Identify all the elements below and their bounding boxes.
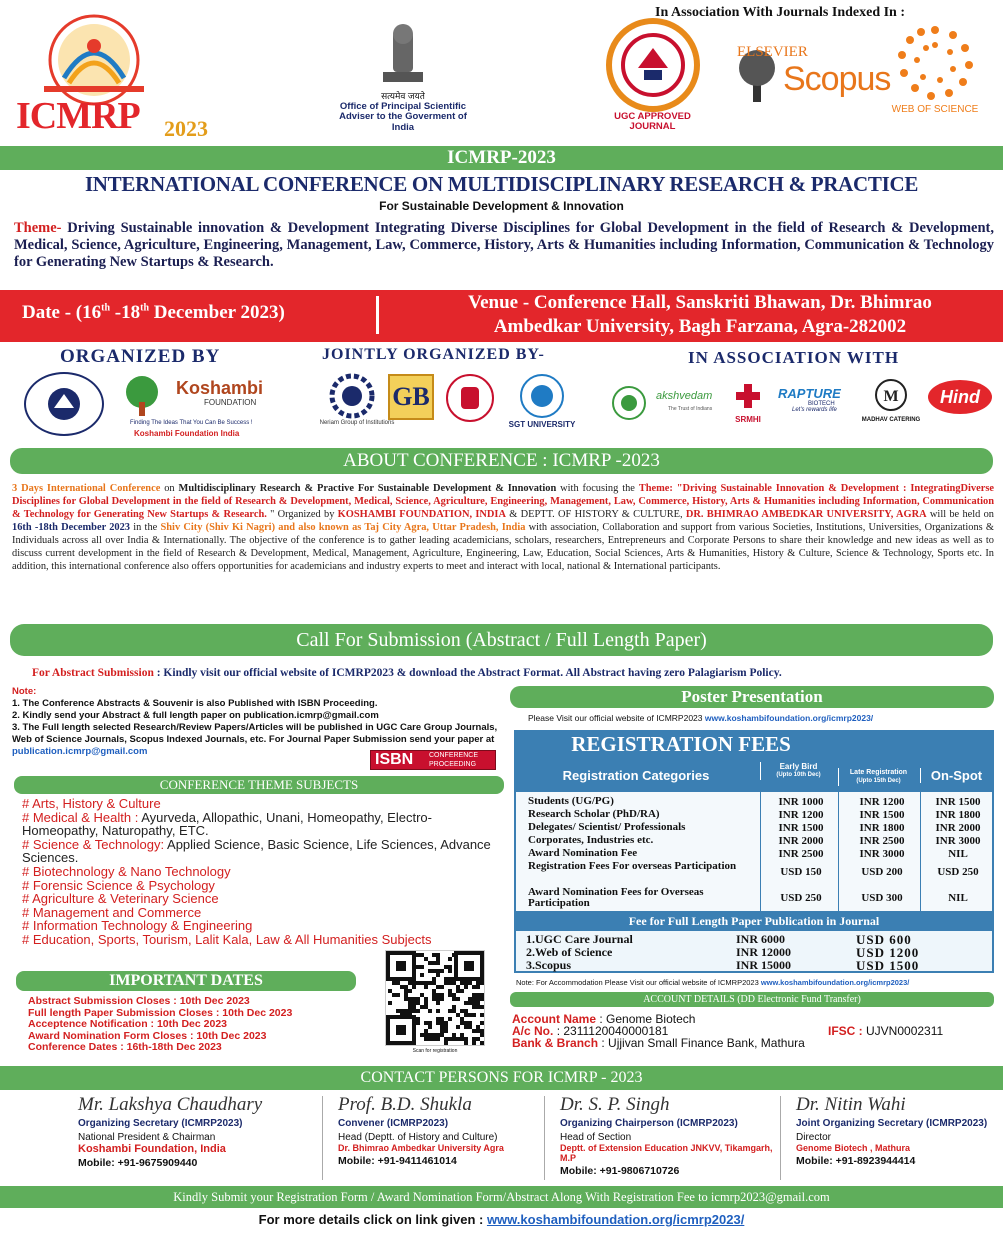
- col-late-sub: (Upto 15th Dec): [856, 778, 901, 784]
- contact-mobile[interactable]: Mobile: +91-8923944414: [796, 1155, 916, 1167]
- madhav-label: MADHAV CATERING: [861, 417, 921, 423]
- date-post: December 2023): [149, 302, 285, 323]
- reg-fee-early: INR 1000: [778, 796, 824, 808]
- contact-title: Director: [796, 1132, 832, 1143]
- rapture-label: RAPTURE: [778, 386, 841, 401]
- subject-item: [22, 892, 502, 906]
- account-no-value: : 2311120040000181: [556, 1024, 669, 1038]
- col-late-header: [838, 768, 918, 786]
- pub-inr: INR 6000: [736, 932, 786, 946]
- about-p1: 3 Days International Conference: [12, 483, 161, 494]
- ugc-logo: [590, 18, 715, 133]
- poster-link[interactable]: www.koshambifoundation.org/icmrp2023/: [704, 713, 874, 723]
- col-late-title: Late Registration: [849, 769, 908, 776]
- contact-name: Dr. S. P. Singh: [560, 1094, 670, 1115]
- bank-value: : Ujjivan Small Finance Bank, Mathura: [601, 1036, 805, 1050]
- date-mid: -18: [110, 302, 141, 323]
- contact-name: Prof. B.D. Shukla: [338, 1094, 472, 1115]
- contact-title: Head of Section: [560, 1132, 632, 1143]
- subjects-title: CONFERENCE THEME SUBJECTS: [159, 777, 359, 792]
- note-label: Note:: [12, 686, 37, 697]
- bank-label: Bank & Branch: [512, 1036, 599, 1050]
- about-p4: with focusing the: [556, 483, 639, 494]
- contact-name: Mr. Lakshya Chaudhary: [78, 1094, 263, 1115]
- registration-title: REGISTRATION FEES: [571, 732, 791, 756]
- about-p12: in the: [130, 522, 161, 533]
- hash-icon: #: [22, 836, 33, 852]
- account-ifsc: [828, 1024, 943, 1038]
- organized-by-heading: ORGANIZED BY: [60, 346, 221, 367]
- about-p3: Multidisciplinary Research & Practive For Sustainable Development & Innovation: [178, 483, 557, 494]
- pub-title: Fee for Full Length Paper Publication in Journal: [628, 914, 880, 928]
- date-label: Conference Dates :: [28, 1041, 127, 1053]
- pub-usd: USD 600: [856, 932, 912, 947]
- note-3-email[interactable]: publication.icmrp@gmail.com: [12, 746, 148, 757]
- dates-title: IMPORTANT DATES: [109, 972, 263, 989]
- bhimrao-university-logo: [24, 372, 104, 436]
- subject-item: [22, 865, 502, 879]
- tree-icon: [120, 374, 164, 418]
- hash-icon: #: [22, 931, 33, 947]
- leaf-icon: [619, 393, 639, 413]
- koshambi-name: Koshambi: [176, 378, 264, 398]
- rapture-sub: BIOTECH: [808, 401, 835, 407]
- subject-item: [22, 933, 502, 947]
- reg-category: Award Nomination Fees for Overseas Participation: [528, 886, 704, 909]
- hash-icon: #: [22, 904, 33, 920]
- date-sup1: th: [101, 302, 111, 314]
- contact-card: [560, 1094, 782, 1184]
- reg-fee-spot: NIL: [948, 892, 968, 904]
- abstract-text: : Kindly visit our official website of ICMRP2023 & download the Abstract Format. All Abstract having zero Palagiarism Policy.: [153, 667, 782, 679]
- contact-mobile[interactable]: Mobile: +91-9411461014: [338, 1155, 457, 1167]
- col-early-sub: (Upto 10th Dec): [776, 772, 821, 778]
- registration-table: [514, 758, 994, 913]
- theme-label: Theme-: [14, 220, 62, 236]
- contact-card: [78, 1094, 324, 1184]
- rapture-tag: Let's rewards life: [792, 407, 837, 413]
- subject-key: Medical & Health :: [32, 809, 139, 825]
- subject-key: Information Technology & Engineering: [32, 918, 253, 934]
- col-spot-header: On-Spot: [920, 768, 992, 783]
- pub-inr: INR 12000: [736, 945, 792, 959]
- subject-value: Applied Science, Basic Science, Life Sciences, Advance Sciences.: [22, 836, 491, 866]
- contact-divider: [780, 1096, 781, 1180]
- pub-j: 2.Web of Science: [526, 945, 613, 959]
- column-divider: [838, 792, 839, 911]
- date-value: 16th-18th Dec 2023: [126, 1041, 222, 1053]
- footer-submit: Kindly Submit your Registration Form / Award Nomination Form/Abstract Along With Registration Fee to icmrp2023@gmail.com: [173, 1190, 830, 1204]
- association-title: In Association With Journals Indexed In :: [655, 5, 905, 20]
- qr-code[interactable]: [385, 950, 485, 1046]
- psa-caption: Office of Principal Scientific Adviser to the Goverment of India: [339, 100, 467, 133]
- akshvedam-tag: The Trust of Indians: [668, 406, 713, 412]
- accommodation-note: [516, 978, 909, 987]
- isbn-sub2: PROCEEDING: [429, 761, 477, 768]
- about-title: ABOUT CONFERENCE : ICMRP -2023: [343, 450, 660, 471]
- date-label: Award Nomination Form Closes :: [28, 1029, 197, 1042]
- reg-fee-late: INR 1200: [859, 796, 905, 808]
- contact-role: Convener (ICMRP2023): [338, 1118, 449, 1129]
- about-p11: 16th -18th December 2023: [12, 522, 131, 533]
- sgt-icon: [529, 383, 555, 409]
- column-divider: [760, 792, 761, 911]
- srmhi-logo: [726, 382, 770, 426]
- icmrp-logo: [14, 8, 214, 141]
- reg-fee-late: USD 300: [861, 892, 903, 904]
- pub-j: 1.UGC Care Journal: [526, 932, 633, 946]
- koshambi-sub: FOUNDATION: [204, 398, 257, 407]
- reg-fee-early: INR 2000: [778, 835, 824, 847]
- account-no-label: A/c No.: [512, 1024, 554, 1038]
- contact-card: [796, 1094, 996, 1184]
- koshambi-fullname: Koshambi Foundation India: [134, 429, 240, 438]
- subject-item: [22, 811, 502, 838]
- date-value: 10th Dec 2023: [222, 1006, 293, 1019]
- subject-key: Agriculture & Veterinary Science: [32, 891, 219, 907]
- madhav-m-icon: [874, 378, 908, 412]
- hash-icon: #: [22, 918, 33, 934]
- koshambi-tag: Finding The Ideas That You Can Be Success !: [130, 420, 253, 426]
- notes: [12, 686, 502, 758]
- date-sup2: th: [140, 302, 150, 314]
- poster-text: [528, 713, 873, 723]
- footer-link[interactable]: www.koshambifoundation.org/icmrp2023/: [486, 1212, 745, 1227]
- conference-title: INTERNATIONAL CONFERENCE ON MULTIDISCIPLINARY RESEARCH & PRACTICE: [84, 172, 919, 196]
- hash-icon: #: [22, 809, 33, 825]
- subject-item: [22, 919, 502, 933]
- date-label: Acceptence Notification :: [28, 1018, 157, 1030]
- hash-icon: #: [22, 891, 33, 907]
- dates-list: [28, 996, 292, 1054]
- qr-code-graphic: [386, 951, 484, 1045]
- nerlam-logo: [318, 372, 395, 432]
- scopus-logo: [733, 44, 891, 134]
- logo-text: ICMRP: [16, 95, 140, 137]
- reg-fee-late: USD 200: [861, 866, 903, 878]
- date-value: 10th Dec 2023: [179, 995, 250, 1007]
- ifsc-label: IFSC :: [828, 1024, 863, 1038]
- reg-fee-late: INR 1500: [859, 809, 905, 821]
- nerlam-caption: Neriam Group of Institutions: [319, 420, 395, 426]
- date-value: 10th Dec 2023: [196, 1029, 267, 1042]
- column-divider: [920, 792, 921, 911]
- theme-body: Driving Sustainable innovation & Development Integrating Diverse Disciplines for Global Development in the field of Research & Development, Medical, Science, Agriculture, Engineering, Management, Law, Commerce, History, Arts & Humanities including Information, Communication & Technology for Generating New Startups & Research.: [14, 220, 994, 270]
- reg-fee-spot: INR 1500: [935, 796, 981, 808]
- pub-j: 3.Scopus: [526, 958, 572, 972]
- about-text: [12, 482, 994, 573]
- college-crest-logo: [446, 374, 494, 422]
- subject-key: Science & Technology:: [32, 836, 165, 852]
- accom-link[interactable]: www.koshambifoundation.org/icmrp2023/: [760, 978, 910, 987]
- gb-logo: GB: [388, 374, 434, 420]
- about-p9: DR. BHIMRAO AMBEDKAR UNIVERSITY, AGRA: [685, 509, 927, 520]
- hash-icon: #: [22, 796, 33, 811]
- reg-category: Award Nomination Fee: [528, 847, 638, 859]
- contact-org: Genome Biotech , Mathura: [796, 1143, 911, 1153]
- col-early-title: Early Bird: [779, 762, 818, 771]
- pub-usd: USD 1500: [856, 958, 920, 973]
- contact-org: Dr. Bhimrao Ambedkar University Agra: [338, 1143, 504, 1153]
- contact-divider: [544, 1096, 545, 1180]
- note-2-text: 2. Kindly send your Abstract & full length paper on: [12, 710, 244, 721]
- col-early-header: [760, 762, 836, 780]
- isbn-sub1: CONFERENCE: [429, 752, 479, 759]
- contact-mobile[interactable]: Mobile: +91-9675909440: [78, 1157, 198, 1169]
- note-2-email[interactable]: publication.icmrp@gmail.com: [243, 710, 379, 721]
- contacts-title: CONTACT PERSONS FOR ICMRP - 2023: [360, 1069, 643, 1086]
- psa-hindi: सत्यमेव जयते: [381, 91, 425, 101]
- abstract-label: For Abstract Submission: [32, 667, 154, 679]
- account-name-label: Account Name: [512, 1012, 597, 1026]
- reg-fee-early: USD 250: [780, 892, 822, 904]
- hash-icon: #: [22, 863, 33, 879]
- subjects-list: [22, 797, 502, 947]
- reg-fee-spot: INR 3000: [935, 835, 981, 847]
- hash-icon: #: [22, 877, 33, 893]
- subject-item: [22, 906, 502, 920]
- reg-fee-early: INR 2500: [778, 848, 824, 860]
- about-p6: " Organized by: [266, 509, 338, 520]
- conference-date: [22, 302, 285, 324]
- pub-table: [514, 929, 994, 973]
- subject-item: [22, 797, 502, 811]
- contact-title: National President & Chairman: [78, 1132, 216, 1143]
- akshvedam-emblem: [612, 386, 646, 420]
- date-value: 10th Dec 2023: [156, 1018, 227, 1030]
- about-p8: & DEPTT. OF HISTORY & CULTURE,: [505, 509, 686, 520]
- srmhi-label: SRMHI: [735, 415, 761, 424]
- footer-details: [0, 1212, 1003, 1227]
- contact-org: Deptt. of Extension Education JNKVV, Tikamgarh, M.P: [560, 1143, 773, 1163]
- reg-category: Registration Fees For overseas Participation: [528, 860, 737, 872]
- wos-logo: [880, 20, 990, 115]
- account-name-value: : Genome Biotech: [599, 1012, 696, 1026]
- contact-role: Organizing Secretary (ICMRP2023): [78, 1118, 243, 1129]
- note-3-text: 3. The Full length selected Research/Review Papers/Articles will be published in UGC Care Group Journals, Web of Science Journals, Scopus Indexed Journals, etc. For Journal Paper Submission send your paper at: [12, 722, 498, 745]
- reg-fee-spot: NIL: [948, 848, 968, 860]
- subject-key: Education, Sports, Tourism, Lalit Kala, Law & All Humanities Subjects: [32, 931, 432, 947]
- pub-usd: USD 1200: [856, 945, 920, 960]
- jointly-heading: JOINTLY ORGANIZED BY-: [322, 346, 545, 363]
- ugc-emblem-icon: [606, 18, 700, 112]
- qr-caption: Scan for registration: [412, 1048, 458, 1054]
- reg-fee-late: INR 2500: [859, 835, 905, 847]
- contact-mobile[interactable]: Mobile: +91-9806710726: [560, 1165, 680, 1177]
- contact-card: [338, 1094, 546, 1184]
- divider: [376, 296, 379, 334]
- poster-title: Poster Presentation: [681, 687, 823, 706]
- contact-name: Dr. Nitin Wahi: [796, 1094, 906, 1115]
- abstract-instruction: [32, 667, 782, 679]
- koshambi-logo: [120, 372, 280, 444]
- about-p14: with association, Collaboration and support from various Societies, Institutions, Universities, Organizations & Individuals across all over India & Internationally. The objective of the conference is to gather leading academicians, scholars, researchers, Entrepreneurs and Corporate Persons to share their knowledge and new ideas as well as to discuss current development in the field of Research & Development, Medical, Management, Agriculture, Engineering, Law, Education, Social Sciences, Arts & Humanities, History & Culture, Science & Technology, Sports etc. In addition, this international conference also offers opportunities for academicians and industry experts to meet and interact with local, national & International participants.: [12, 522, 994, 572]
- isbn-label: ISBN: [375, 751, 414, 768]
- logo-year: 2023: [164, 116, 208, 141]
- conference-subtitle: For Sustainable Development & Innovation: [379, 199, 624, 213]
- subject-item: [22, 838, 502, 865]
- contact-divider: [322, 1096, 323, 1180]
- subject-value: Ayurveda, Allopathic, Unani, Homeopathy, Electro- Homeopathy, Naturopathy, ETC.: [22, 809, 432, 839]
- ifsc-value: UJVN0002311: [866, 1024, 944, 1038]
- subject-key: Biotechnology & Nano Technology: [32, 863, 231, 879]
- reg-fee-early: USD 150: [780, 866, 822, 878]
- venue-line1: Venue - Conference Hall, Sanskriti Bhawan, Dr. Bhimrao: [468, 292, 932, 313]
- about-p5: Theme: "Driving Sustainable Innovation & Development : IntegratingDiverse Disciplines for Global Development in the field of Research & Development, Medical, Science, Agriculture, Engineering, Management, Law, Commerce, History, Arts & Humanities including Information, Communication & Technology for Generating New Startups & Research.: [12, 483, 994, 520]
- date-pre: Date - (16: [22, 302, 102, 323]
- contact-role: Joint Organizing Secretary (ICMRP2023): [796, 1118, 988, 1129]
- reg-fee-spot: USD 250: [937, 866, 979, 878]
- date-label: Abstract Submission Closes :: [28, 995, 180, 1007]
- reg-fee-late: INR 3000: [859, 848, 905, 860]
- contact-org: Koshambi Foundation, India: [78, 1143, 226, 1155]
- isbn-badge: [370, 750, 496, 770]
- about-p10: will be held on: [926, 509, 994, 520]
- about-p2: on: [160, 483, 179, 494]
- university-crest-icon: [44, 384, 84, 424]
- reg-fee-spot: INR 1800: [935, 809, 981, 821]
- reg-category: Students (UG/PG): [528, 795, 614, 807]
- sgt-caption: SGT UNIVERSITY: [508, 420, 576, 429]
- contact-role: Organizing Chairperson (ICMRP2023): [560, 1118, 738, 1129]
- psa-emblem: [338, 22, 468, 133]
- col-cat-header: Registration Categories: [562, 768, 710, 783]
- reg-fee-spot: INR 2000: [935, 822, 981, 834]
- reg-fee-early: INR 1200: [778, 809, 824, 821]
- reg-category: Delegates/ Scientist/ Professionals: [528, 821, 686, 833]
- subject-key: Forensic Science & Psychology: [32, 877, 215, 893]
- accom-text: Note: For Accommodation Please Visit our official website of ICMRP2023: [516, 978, 761, 987]
- wos-caption: WEB OF SCIENCE: [891, 104, 979, 115]
- theme-text: [14, 220, 994, 271]
- elsevier-label: ELSEVIER: [737, 44, 808, 60]
- note-1: 1. The Conference Abstracts & Souvenir is also Published with ISBN Proceeding.: [12, 698, 378, 709]
- crest-icon: [455, 383, 485, 413]
- date-item: [28, 1042, 292, 1054]
- hospital-cross-icon: [733, 382, 763, 410]
- subject-key: Arts, History & Culture: [32, 796, 161, 811]
- hind-logo: Hind: [928, 380, 992, 414]
- scopus-label: Scopus: [783, 60, 891, 98]
- reg-category: Research Scholar (PhD/RA): [528, 808, 660, 820]
- madhav-logo: [856, 378, 926, 432]
- poster-desc: Please Visit our official website of ICMRP2023: [528, 713, 705, 723]
- gear-icon: [328, 372, 376, 420]
- reg-category: Corporates, Industries etc.: [528, 834, 654, 846]
- venue-line2: Ambedkar University, Bagh Farzana, Agra-282002: [493, 316, 907, 337]
- pub-inr: INR 15000: [736, 958, 792, 972]
- sgt-university-logo: [520, 374, 564, 418]
- subject-key: Management and Commerce: [32, 904, 202, 920]
- rapture-logo: [778, 386, 858, 426]
- date-label: Full length Paper Submission Closes :: [28, 1006, 223, 1019]
- akshvedam-logo: akshvedam: [656, 390, 713, 402]
- contact-title: Head (Deptt. of History and Culture): [338, 1132, 498, 1143]
- reg-fee-late: INR 1800: [859, 822, 905, 834]
- wos-dots-icon: [893, 20, 977, 104]
- subject-item: [22, 879, 502, 893]
- ugc-caption: UGC APPROVED JOURNAL: [614, 111, 691, 133]
- about-p13: Shiv City (Shiv Ki Nagri) and also known as Taj City Agra, Uttar Pradesh, India: [160, 522, 526, 533]
- conference-short: ICMRP-2023: [447, 147, 556, 168]
- svg-text:M: M: [883, 388, 899, 405]
- footer-details-text: For more details click on link given :: [258, 1212, 487, 1227]
- association-heading: IN ASSOCIATION WITH: [688, 348, 900, 367]
- ashoka-emblem-icon: [375, 22, 431, 92]
- note-2: [12, 710, 502, 722]
- about-p7: KOSHAMBI FOUNDATION, INDIA: [337, 509, 506, 520]
- call-title: Call For Submission (Abstract / Full Length Paper): [296, 629, 707, 651]
- account-bank: [512, 1036, 805, 1050]
- reg-fee-early: INR 1500: [778, 822, 824, 834]
- account-title: ACCOUNT DETAILS (DD Electronic Fund Transfer): [643, 994, 861, 1005]
- date-venue-band: [0, 290, 1003, 342]
